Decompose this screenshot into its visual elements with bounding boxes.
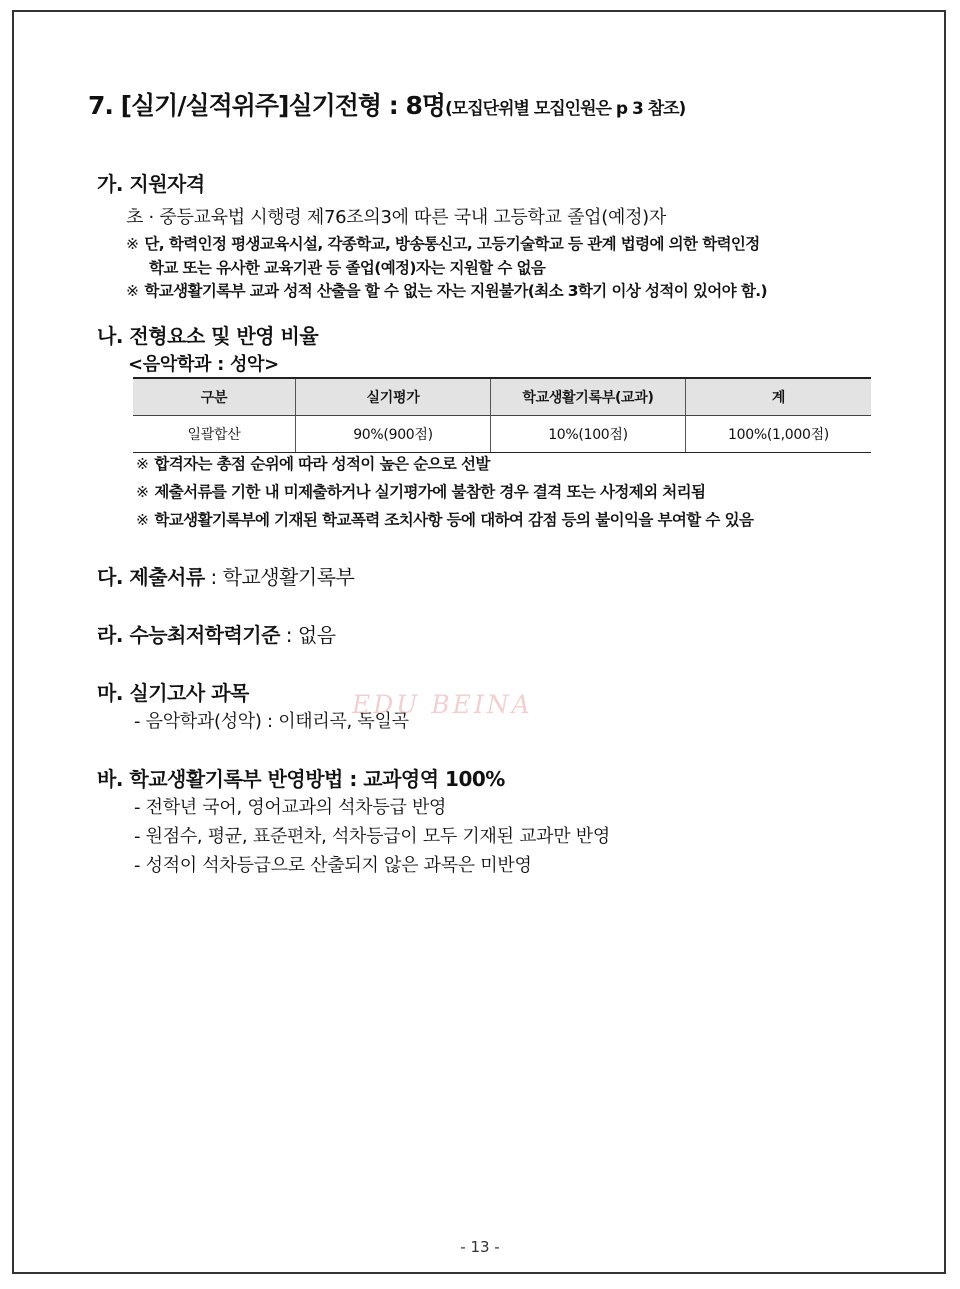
table-cell: 10%(100점) — [491, 416, 686, 453]
note-mark: ※ — [126, 235, 139, 253]
watermark: EDU BEINA — [352, 690, 533, 719]
table-row — [133, 416, 871, 453]
table-cell: 100%(1,000점) — [686, 416, 872, 453]
ratio-subheading: <음악학과 : 성악> — [128, 354, 279, 375]
heading-selection-ratio: 나. 전형요소 및 반영 비율 — [97, 324, 319, 348]
eligibility-note-1: ※ 단, 학력인정 평생교육시설, 각종학교, 방송통신고, 고등기술학교 등 관계 법령에 의한 학력인정 — [126, 235, 760, 253]
eligibility-text: 초 · 중등교육법 시행령 제76조의3에 따른 국내 고등학교 졸업(예정)자 — [126, 207, 666, 228]
heading-min-requirement: 라. 수능최저학력기준 : 없음 — [97, 623, 336, 647]
ratio-note-2: ※ 제출서류를 기한 내 미제출하거나 실기평가에 불참한 경우 결격 또는 사정제외 처리됨 — [136, 483, 706, 501]
heading-documents: 다. 제출서류 : 학교생활기록부 — [97, 565, 355, 589]
table-cell: 90%(900점) — [296, 416, 491, 453]
list-item: - 전학년 국어, 영어교과의 석차등급 반영 — [134, 797, 447, 818]
table-header: 실기평가 — [296, 378, 491, 416]
section-title — [88, 86, 685, 122]
eligibility-note-2: ※ 학교생활기록부 교과 성적 산출을 할 수 없는 자는 지원불가(최소 3학기 이상 성적이 있어야 함.) — [126, 282, 767, 300]
ratio-note-3: ※ 학교생활기록부에 기재된 학교폭력 조치사항 등에 대하여 감점 등의 불이익을 부여할 수 있음 — [136, 511, 754, 529]
table-header: 계 — [686, 378, 872, 416]
exam-subjects-line: - 음악학과(성악) : 이태리곡, 독일곡 — [134, 711, 409, 732]
title-sub: (모집단위별 모집인원은 p 3 참조) — [445, 99, 686, 119]
ratio-table — [133, 377, 871, 453]
list-item: - 성적이 석차등급으로 산출되지 않은 과목은 미반영 — [134, 855, 532, 876]
heading-eligibility: 가. 지원자격 — [97, 172, 205, 196]
ratio-note-1: ※ 합격자는 총점 순위에 따라 성적이 높은 순으로 선발 — [136, 455, 490, 473]
table-header: 학교생활기록부(교과) — [491, 378, 686, 416]
list-item: - 원점수, 평균, 표준편차, 석차등급이 모두 기재된 교과만 반영 — [134, 826, 610, 847]
note-mark: ※ — [126, 282, 139, 300]
table-header-row — [133, 378, 871, 416]
table-header: 구분 — [133, 378, 296, 416]
page-number: - 13 - — [460, 1238, 500, 1256]
eligibility-note-1-cont: 학교 또는 유사한 교육기관 등 졸업(예정)자는 지원할 수 없음 — [149, 259, 546, 277]
heading-record-method: 바. 학교생활기록부 반영방법 : 교과영역 100% — [97, 767, 505, 791]
heading-exam-subjects: 마. 실기고사 과목 — [97, 681, 249, 705]
title-main: 7. [실기/실적위주]실기전형 : 8명 — [88, 91, 446, 120]
table-cell: 일괄합산 — [133, 416, 296, 453]
